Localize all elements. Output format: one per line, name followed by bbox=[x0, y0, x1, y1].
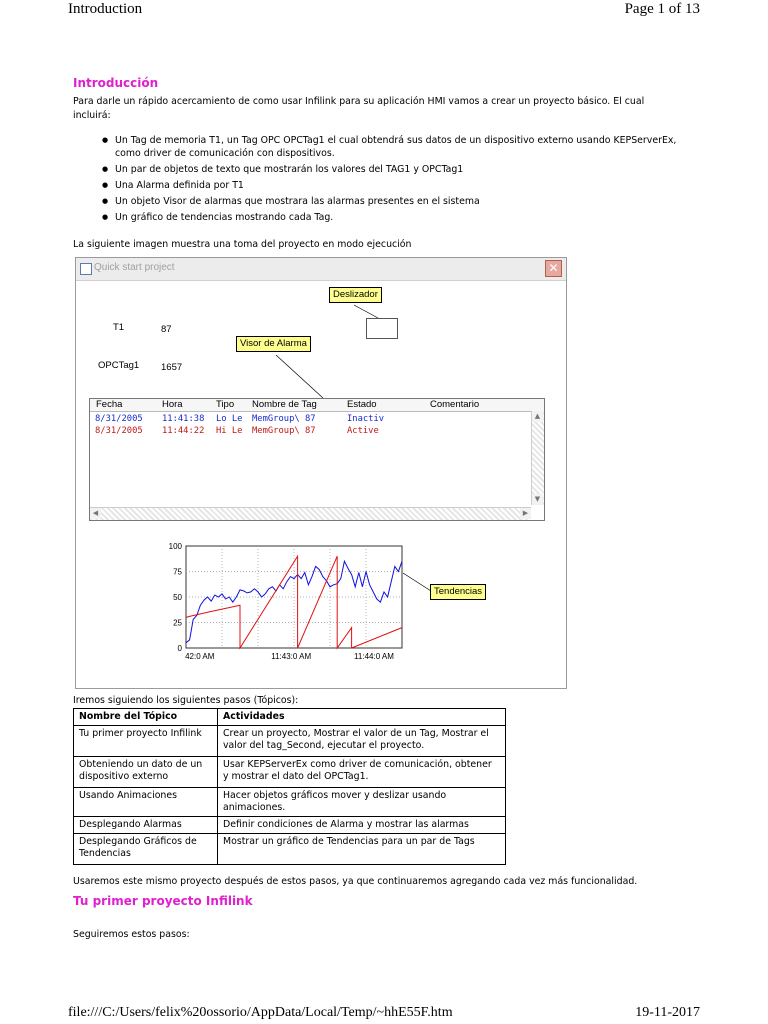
feature-list bbox=[101, 134, 681, 227]
alarm-tag: MemGroup\ 87 bbox=[252, 414, 316, 424]
section-title-introduccion: Introducción bbox=[73, 76, 159, 90]
alarm-viewer[interactable] bbox=[89, 398, 545, 521]
table-header-row bbox=[74, 709, 506, 726]
table-header: Actividades bbox=[218, 709, 506, 726]
alarm-date: 8/31/2005 bbox=[95, 414, 143, 424]
scroll-left-icon[interactable]: ◀ bbox=[90, 508, 101, 519]
table-cell: Usando Animaciones bbox=[74, 788, 218, 817]
y-tick-label: 75 bbox=[173, 567, 182, 577]
topics-table bbox=[73, 708, 506, 865]
annotation-deslizador: Deslizador bbox=[329, 287, 382, 303]
window-title: Quick start project bbox=[94, 262, 175, 273]
list-item: ● Un objeto Visor de alarmas que mostrara las alarmas presentes en el sistema bbox=[101, 195, 681, 208]
table-row bbox=[74, 757, 506, 788]
alarm-header-row bbox=[90, 399, 544, 412]
alarm-vertical-scrollbar[interactable] bbox=[531, 411, 544, 505]
alarm-type: Lo Le bbox=[216, 414, 243, 424]
alarm-state: Active bbox=[347, 426, 379, 436]
table-cell: Hacer objetos gráficos mover y deslizar usando animaciones. bbox=[218, 788, 506, 817]
image-caption: La siguiente imagen muestra una toma del proyecto en modo ejecución bbox=[73, 239, 412, 250]
table-row bbox=[74, 817, 506, 834]
alarm-date: 8/31/2005 bbox=[95, 426, 143, 436]
list-item: ● Un Tag de memoria T1, un Tag OPC OPCTag1 el cual obtendrá sus datos de un dispositivo externo usando KEPServerEx, como driver de comunicación con dispositivos. bbox=[101, 134, 681, 160]
close-icon[interactable]: ✕ bbox=[545, 260, 562, 277]
alarm-state: Inactiv bbox=[347, 414, 385, 424]
section2-text: Seguiremos estos pasos: bbox=[73, 929, 190, 940]
section-title-primer-proyecto: Tu primer proyecto Infilink bbox=[73, 894, 253, 908]
opctag-label: OPCTag1 bbox=[98, 360, 140, 371]
table-header: Nombre del Tópico bbox=[74, 709, 218, 726]
slider-widget[interactable] bbox=[366, 318, 398, 339]
alarm-col-tipo[interactable]: Tipo bbox=[216, 399, 235, 410]
alarm-col-estado[interactable]: Estado bbox=[347, 399, 377, 410]
scroll-down-icon[interactable]: ▼ bbox=[532, 494, 543, 505]
y-tick-label: 100 bbox=[168, 542, 182, 551]
annotation-tendencias: Tendencias bbox=[430, 584, 486, 600]
footer-date: 19-11-2017 bbox=[635, 1005, 700, 1020]
table-cell: Desplegando Alarmas bbox=[74, 817, 218, 834]
t1-value: 87 bbox=[161, 324, 172, 335]
table-cell: Usar KEPServerEx como driver de comunicación, obtener y mostrar el dato del OPCTag1. bbox=[218, 757, 506, 788]
x-tick-label: 11:44:0 AM bbox=[354, 652, 394, 661]
alarm-time: 11:41:38 bbox=[162, 414, 205, 424]
footer-path: file:///C:/Users/felix%20ossorio/AppData/Local/Temp/~hhE55F.htm bbox=[68, 1005, 453, 1020]
x-tick-label: 42:0 AM bbox=[185, 652, 215, 661]
scroll-up-icon[interactable]: ▲ bbox=[532, 411, 543, 422]
table-cell: Desplegando Gráficos de Tendencias bbox=[74, 834, 218, 865]
table-row bbox=[74, 834, 506, 865]
alarm-col-nombre[interactable]: Nombre de Tag bbox=[252, 399, 317, 410]
x-tick-label: 11:43:0 AM bbox=[271, 652, 312, 661]
closing-paragraph: Usaremos este mismo proyecto después de estos pasos, ya que continuaremos agregando cada vez más funcionalidad. bbox=[73, 876, 638, 887]
table-row bbox=[74, 788, 506, 817]
trend-chart bbox=[156, 538, 416, 668]
table-row bbox=[74, 726, 506, 757]
list-item: ● Una Alarma definida por T1 bbox=[101, 179, 681, 192]
y-tick-label: 0 bbox=[177, 644, 182, 653]
document-title: Introduction bbox=[68, 1, 143, 17]
alarm-col-hora[interactable]: Hora bbox=[162, 399, 183, 410]
table-cell: Obteniendo un dato de un dispositivo externo bbox=[74, 757, 218, 788]
alarm-row[interactable] bbox=[90, 425, 530, 437]
scroll-right-icon[interactable]: ▶ bbox=[520, 508, 531, 519]
alarm-type: Hi Le bbox=[216, 426, 243, 436]
intro-paragraph: Para darle un rápido acercamiento de como usar Infilink para su aplicación HMI vamos a crear un proyecto básico. El cual incluirá: bbox=[73, 96, 645, 121]
table-cell: Mostrar un gráfico de Tendencias para un par de Tags bbox=[218, 834, 506, 865]
table-cell: Crear un proyecto, Mostrar el valor de un Tag, Mostrar el valor del tag_Second, ejecutar el proyecto. bbox=[218, 726, 506, 757]
alarm-row[interactable] bbox=[90, 413, 530, 425]
steps-intro: Iremos siguiendo los siguientes pasos (Tópicos): bbox=[73, 695, 299, 706]
y-tick-label: 50 bbox=[173, 593, 182, 602]
alarm-col-fecha[interactable]: Fecha bbox=[96, 399, 123, 410]
annotation-visor-alarma: Visor de Alarma bbox=[236, 336, 311, 352]
alarm-horizontal-scrollbar[interactable] bbox=[90, 507, 531, 520]
page-number: Page 1 of 13 bbox=[624, 1, 700, 17]
alarm-tag: MemGroup\ 87 bbox=[252, 426, 316, 436]
project-screenshot-window bbox=[75, 257, 567, 689]
table-cell: Tu primer proyecto Infilink bbox=[74, 726, 218, 757]
alarm-col-comentario[interactable]: Comentario bbox=[430, 399, 480, 410]
alarm-time: 11:44:22 bbox=[162, 426, 205, 436]
opctag-value: 1657 bbox=[161, 362, 183, 373]
t1-label: T1 bbox=[113, 322, 125, 333]
y-tick-label: 25 bbox=[173, 618, 182, 628]
list-item: ● Un par de objetos de texto que mostrarán los valores del TAG1 y OPCTag1 bbox=[101, 163, 681, 176]
table-cell: Definir condiciones de Alarma y mostrar las alarmas bbox=[218, 817, 506, 834]
list-item: ● Un gráfico de tendencias mostrando cada Tag. bbox=[101, 211, 681, 224]
